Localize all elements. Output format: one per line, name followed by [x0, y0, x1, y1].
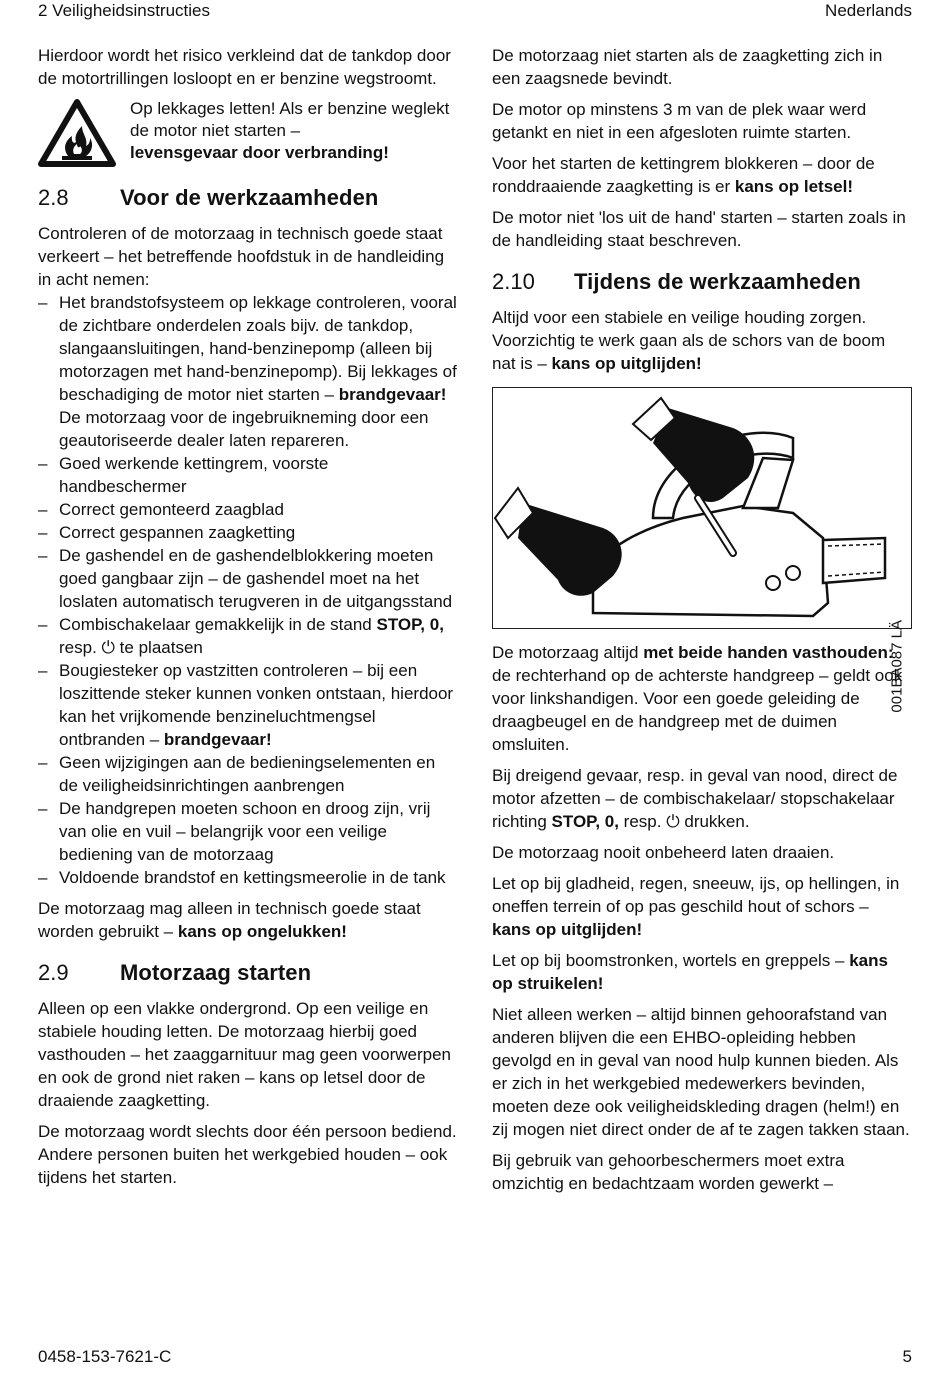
paragraph-text: Altijd voor een stabiele en veilige houding zorgen. Voorzichtig te werk gaan als de schors van de boom nat is –	[492, 308, 886, 373]
item-text: Geen wijzigingen aan de bedieningselementen en de veiligheidsinrichtingen aanbrengen	[59, 753, 436, 795]
paragraph-bold: kans op struikelen!	[492, 951, 888, 993]
list-item	[38, 498, 458, 521]
paragraph-bold: met beide handen vasthouden:	[643, 643, 894, 662]
paragraph-text: De motorzaag altijd	[492, 643, 644, 662]
section-2-10-paragraph-7: Niet alleen werken – altijd binnen gehoorafstand van anderen blijven die een EHBO-opleiding hebben gevolgd en in geval van nood hulp kunnen bieden. Als er zich in het werkgebied medewerkers bevinden, moeten deze ook veiligheidskleding dragen (helm!) en zij mogen niet direct onder de af te zagen takken staan.	[492, 1005, 910, 1139]
paragraph-text: Let op bij boomstronken, wortels en greppels –	[492, 951, 850, 970]
page-number: 5	[902, 1347, 912, 1366]
paragraph-bold: kans op letsel!	[734, 177, 853, 196]
heading-2-10	[492, 268, 912, 296]
intro-paragraph: Hierdoor wordt het risico verkleind dat de tankdop door de motortrillingen losloopt en er benzine wegstroomt.	[38, 46, 451, 88]
list-item	[38, 866, 458, 889]
paragraph-text-after: de rechterhand op de achterste handgreep – geldt ook voor linkshandigen. Voor een goede geleiding de draagbeugel en de handgreep met de duimen omsluiten.	[492, 666, 903, 754]
document-number: 0458-153-7621-C	[38, 1347, 172, 1366]
paragraph-start-method: De motor niet 'los uit de hand' starten – starten zoals in de handleiding staat beschreven.	[492, 208, 906, 250]
item-text: Het brandstofsysteem op lekkage controleren, vooral de zichtbare onderdelen zoals bijv. de tankdop, slangaansluitingen, hand-benzinepomp (alleen bij motorzagen met hand-benzinepomp). Bij lekkages of beschadiging de motor niet starten –	[59, 293, 457, 404]
item-text-after: De motorzaag voor de ingebruikneming door een geautoriseerde dealer laten repareren.	[59, 408, 429, 450]
paragraph-no-start-in-cut: De motorzaag niet starten als de zaagketting zich in een zaagsnede bevindt.	[492, 46, 883, 88]
heading-title: Voor de werkzaamheden	[120, 185, 379, 210]
list-item	[38, 751, 458, 797]
outro-text: De motorzaag mag alleen in technisch goede staat worden gebruikt –	[38, 899, 421, 941]
list-item	[38, 452, 458, 498]
paragraph-bold: kans op uitglijden!	[551, 354, 702, 373]
section-2-8-outro	[38, 897, 458, 943]
list-item	[38, 797, 458, 866]
section-2-10-paragraph-5	[492, 872, 912, 941]
section-2-10-paragraph-8: Bij gebruik van gehoorbeschermers moet extra omzichtig en bedachtzaam worden gewerkt –	[492, 1151, 845, 1193]
heading-title: Tijdens de werkzaamheden	[574, 269, 861, 294]
heading-title: Motorzaag starten	[120, 960, 312, 985]
item-text: Combischakelaar gemakkelijk in de stand	[59, 615, 377, 634]
header-section-title: 2 Veiligheidsinstructies	[38, 1, 210, 20]
left-column	[38, 44, 458, 1197]
paragraph-chain-brake	[492, 152, 912, 198]
paragraph-text: Let op bij gladheid, regen, sneeuw, ijs, op hellingen, in oneffen terrein of op pas geschild hout of schors –	[492, 874, 900, 916]
warning-text	[130, 98, 458, 164]
list-item	[38, 544, 458, 613]
paragraph-distance: De motor op minstens 3 m van de plek waar werd getankt en niet in een afgesloten ruimte starten.	[492, 100, 867, 142]
warning-text-bold: levensgevaar door verbranding!	[130, 143, 389, 162]
warning-text-plain: Op lekkages letten! Als er benzine weglekt de motor niet starten –	[130, 99, 450, 140]
section-2-10-paragraph-4: De motorzaag nooit onbeheerd laten draaien.	[492, 843, 835, 862]
item-text: De handgrepen moeten schoon en droog zijn, vrij van olie en vuil – belangrijk voor een veilige bediening van de motorzaag	[59, 799, 431, 864]
item-text: Goed werkende kettingrem, voorste handbeschermer	[59, 454, 329, 496]
item-text: Correct gemonteerd zaagblad	[59, 500, 284, 519]
section-2-9-paragraph-2: De motorzaag wordt slechts door één persoon bediend. Andere personen buiten het werkgebied houden – ook tijdens het starten.	[38, 1122, 457, 1187]
heading-2-8	[38, 184, 458, 212]
heading-number: 2.9	[38, 960, 69, 985]
item-text-after: resp. ⏻ te plaatsen	[59, 638, 203, 657]
section-2-10-paragraph-1	[492, 306, 912, 375]
list-item	[38, 659, 458, 751]
section-2-10-paragraph-2	[492, 641, 912, 756]
section-2-10-paragraph-6	[492, 949, 912, 995]
list-item	[38, 521, 458, 544]
outro-bold: kans op ongelukken!	[177, 922, 347, 941]
item-text: Correct gespannen zaagketting	[59, 523, 296, 542]
item-text: De gashendel en de gashendelblokkering moeten goed gangbaar zijn – de gashendel moet na het loslaten automatisch terugveren in de uitgangsstand	[59, 546, 453, 611]
section-2-8-intro: Controleren of de motorzaag in technisch goede staat verkeert – het betreffende hoofdstuk in de handleiding in acht nemen:	[38, 224, 445, 289]
checklist	[38, 291, 458, 889]
item-text: Bougiesteker op vastzitten controleren – bij een loszittende steker kunnen vonken ontstaan, hierdoor kan het vrijkomende benzineluchtmengsel ontbranden –	[59, 661, 454, 749]
item-bold: brandgevaar!	[163, 730, 272, 749]
section-2-10-paragraph-3	[492, 764, 912, 833]
heading-2-9	[38, 959, 458, 987]
figure-code: 001BA087 LÄ	[889, 620, 906, 713]
list-item	[38, 613, 458, 659]
heading-number: 2.8	[38, 185, 69, 210]
list-item	[38, 291, 458, 452]
paragraph-bold: STOP, 0,	[551, 812, 619, 831]
right-column	[492, 44, 912, 1203]
paragraph-text: Bij dreigend gevaar, resp. in geval van nood, direct de motor afzetten – de combischakelaar/ stopschakelaar richting	[492, 766, 898, 831]
fire-hazard-icon	[38, 98, 116, 168]
fire-warning	[38, 98, 458, 168]
item-bold: STOP, 0,	[376, 615, 444, 634]
paragraph-bold: kans op uitglijden!	[492, 920, 643, 939]
paragraph-text-after: resp. ⏻ drukken.	[618, 812, 750, 831]
heading-number: 2.10	[492, 269, 535, 294]
item-bold: brandgevaar!	[338, 385, 447, 404]
header-language: Nederlands	[825, 1, 912, 20]
section-2-9-paragraph-1: Alleen op een vlakke ondergrond. Op een veilige en stabiele houding letten. De motorzaag hierbij goed vasthouden – het zaaggarnituur mag geen voorwerpen en ook de grond niet raken – kans op letsel door de draaiende zaagketting.	[38, 999, 452, 1110]
chainsaw-grip-drawing	[493, 388, 912, 628]
item-text: Voldoende brandstof en kettingsmeerolie in de tank	[59, 868, 446, 887]
paragraph-text: Voor het starten de kettingrem blokkeren – door de ronddraaiende zaagketting is er	[492, 154, 875, 196]
